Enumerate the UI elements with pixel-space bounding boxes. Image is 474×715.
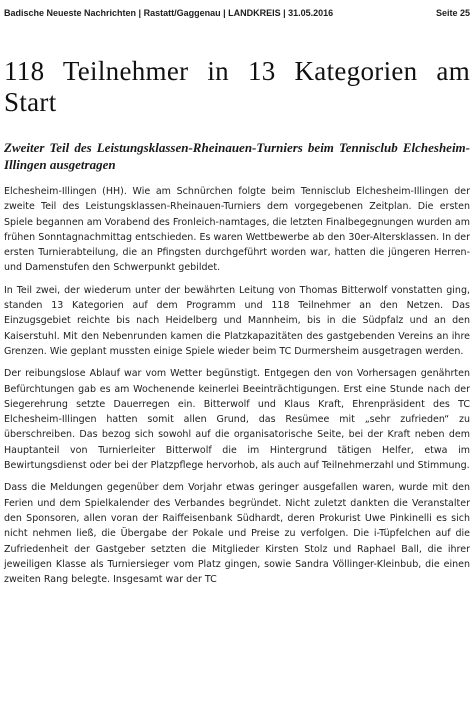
paragraph-4: Dass die Meldungen gegenüber dem Vorjahr etwas geringer ausgefallen waren, wurde mit den Ferien und dem Spielkalender des Verbandes begründet. Nicht zuletzt dankten die Veranstalter den Sponsoren, allen voran der Raiffeisenbank Südhardt, deren Prokurist Uwe Pinkinelli es sich nicht nehmen ließ, die Übergabe der Pokale und Preise zu verfolgen. Die i-Tüpfelchen auf die Zufriedenheit der Gastgeber setzten die Mitglieder Kirsten Stolz und Raphael Ball, die ihrer jeweiligen Klasse als Turniersieger vom Platz gingen, sowie Sandra Völlinger-Kleinbub, die einen zweiten Rang belegte. Insgesamt war der TC: [4, 482, 470, 586]
page-header: [4, 6, 470, 20]
paragraph-3: Der reibungslose Ablauf war vom Wetter begünstigt. Entgegen den von Vorhersagen genährten Befürchtungen gab es am Wochenende keinerlei Beeinträchtigungen. Erst eine Stunde nach der Siegerehrung setzte Dauerregen ein. Bitterwolf und Klaus Kraft, Ehrenpräsident des TC Elchesheim-Illingen hatten somit allen Grund, das Resümee mit „sehr zufrieden“ zu überschreiben. Das bezog sich sowohl auf die organisatorische Seite, bei der Kraft neben dem Hauptanteil von Turnierleiter Bitterwolf die im Hintergrund tätigen Helfer, etwa im Bewirtungsdienst oder bei der Platzpflege hervorhob, als auch auf Teilnehmerzahl und Stimmung.: [4, 368, 470, 472]
paragraph-1: Elchesheim-Illingen (HH). Wie am Schnürchen folgte beim Tennisclub Elchesheim-Illingen der zweite Teil des Leistungsklassen-Rheinauen-Turniers dem vorgegebenen Zeitplan. Die ersten Spiele begannen am Vorabend des Fronleich-namtages, die letzten Finalbegegnungen wurden am frühen Sonntagnachmittag entschieden. Es waren Wettbewerbe ab den 30er-Altersklassen. In der ersten Turnierabteilung, die an Pfingsten durchgeführt worden war, hatten die jüngeren Herren- und Damenstufen den Schwerpunkt gebildet.: [4, 186, 471, 274]
paragraph-2: In Teil zwei, der wiederum unter der bewährten Leitung von Thomas Bitterwolf vonstatten ging, standen 13 Kategorien auf dem Programm und 118 Teilnehmer an den Netzen. Das Einzugsgebiet reichte bis nach Heidelberg und Mannheim, bis in die Südpfalz und an den Kaiserstuhl. Mit den Nebenrunden kamen die Platzkapazitäten des gastgebenden Vereins an ihre Grenzen. Wie geplant mussten einige Spiele wieder beim TC Durmersheim ausgetragen werden.: [4, 284, 470, 357]
article-body: [4, 184, 470, 594]
page-number: Seite 25: [435, 8, 470, 18]
publication-info: Badische Neueste Nachrichten | Rastatt/Gaggenau | LANDKREIS | 31.05.2016: [4, 8, 334, 18]
article-subheadline: Zweiter Teil des Leistungsklassen-Rheinauen-Turniers beim Tennisclub Elchesheim-Illingen ausgetragen: [4, 140, 470, 172]
article-headline: 118 Teilnehmer in 13 Kategorien am Start: [4, 56, 470, 117]
